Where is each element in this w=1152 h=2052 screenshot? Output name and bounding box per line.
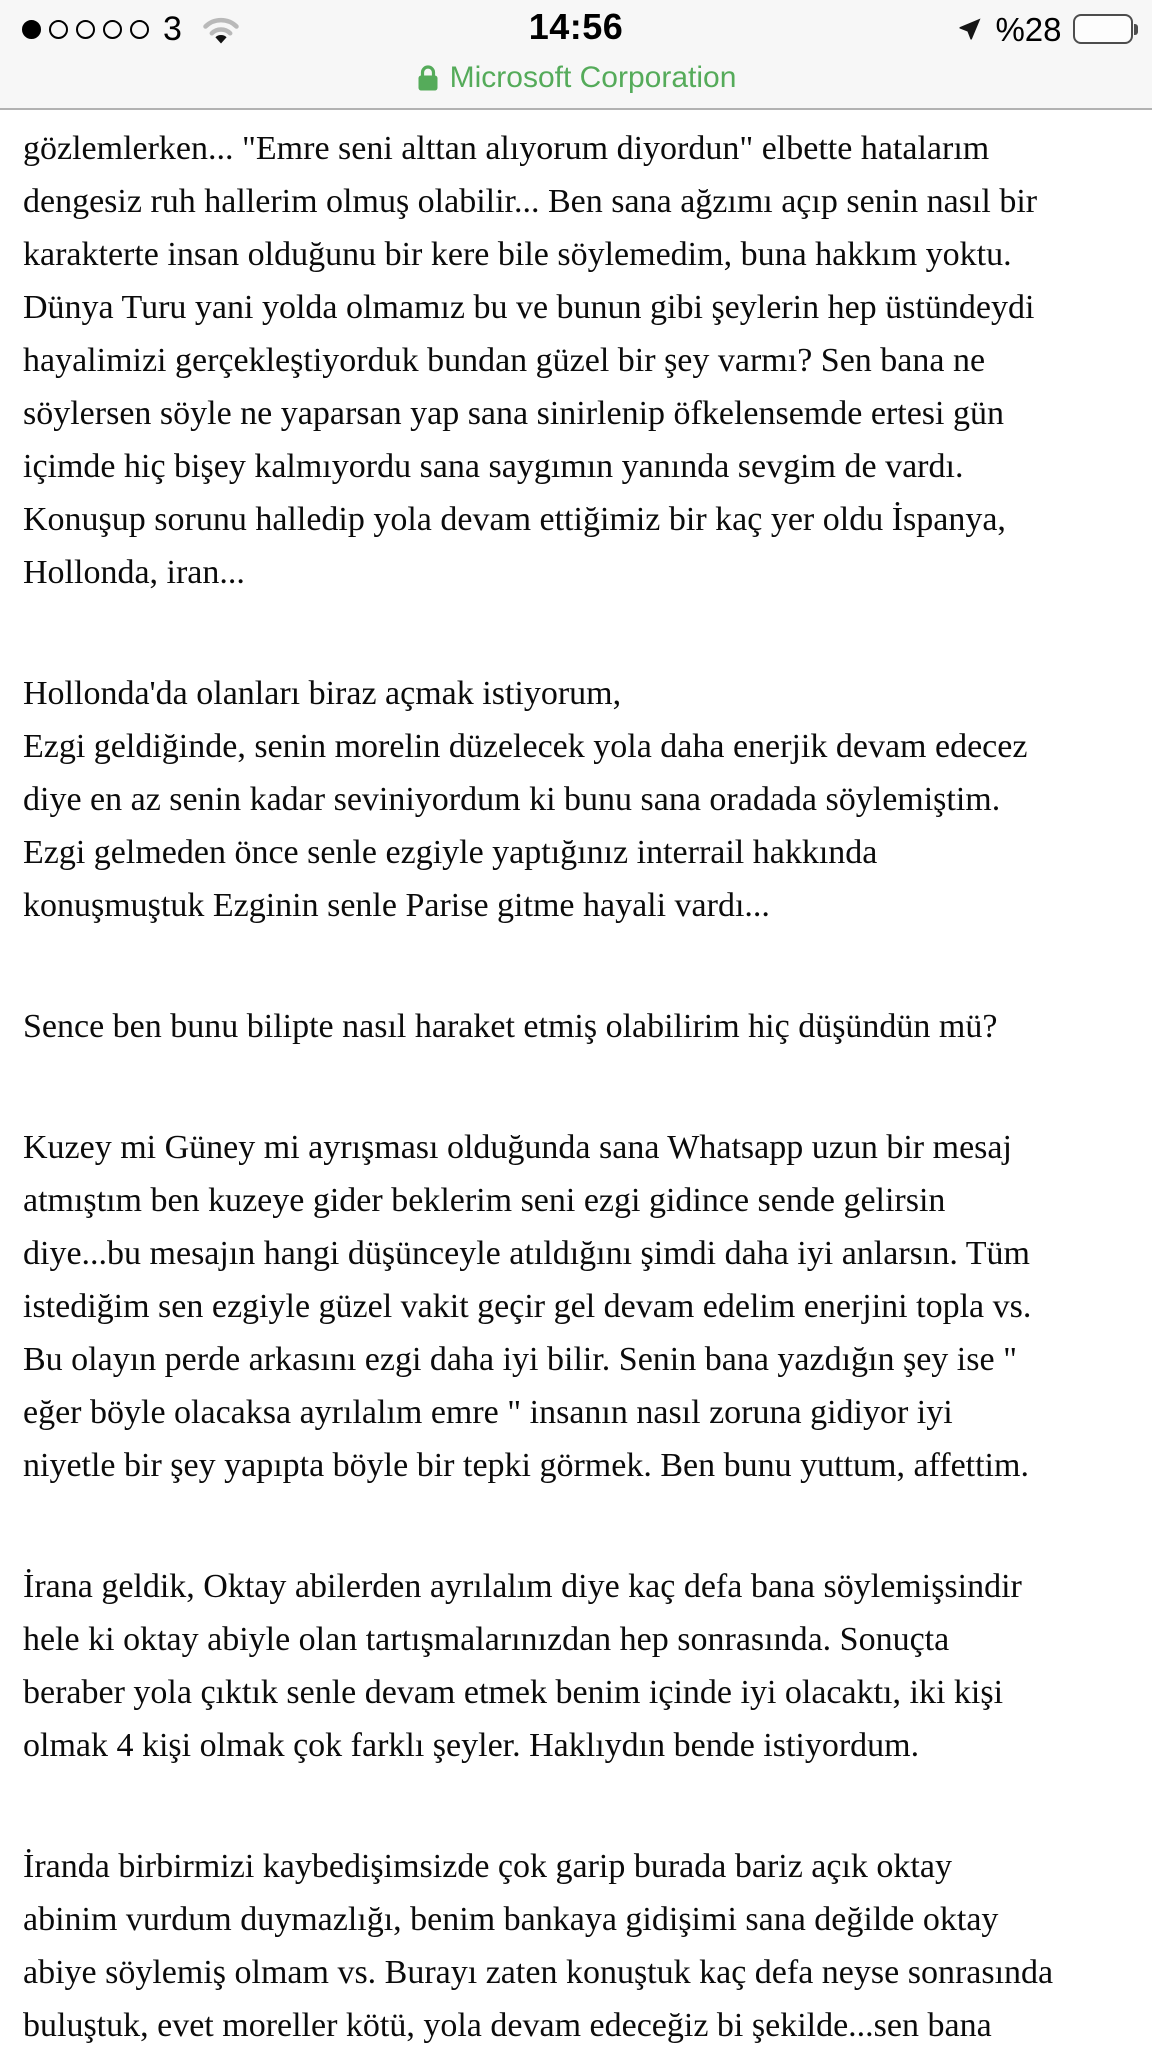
document-body	[0, 110, 1152, 2052]
battery-icon	[1073, 14, 1139, 44]
text-line: niyetle bir şey yapıpta böyle bir tepki görmek. Ben bunu yuttum, affettim.	[23, 1447, 1029, 1484]
lock-icon	[416, 64, 440, 93]
paragraph	[23, 667, 1130, 932]
clock: 14:56	[528, 6, 624, 47]
status-bar	[0, 0, 1152, 50]
url-bar[interactable]	[0, 50, 1152, 106]
text-line: buluştuk, evet moreller kötü, yola devam edeceğiz bi şekilde...sen bana	[23, 2007, 992, 2044]
text-line: Kuzey mi Güney mi ayrışması olduğunda sana Whatsapp uzun bir mesaj	[23, 1129, 1012, 1166]
paragraph	[23, 1000, 1130, 1053]
text-line: diye...bu mesajın hangi düşünceyle atıldığını şimdi daha iyi anlarsın. Tüm	[23, 1235, 1030, 1272]
text-line: Sence ben bunu bilipte nasıl haraket etmiş olabilirim hiç düşündün mü?	[23, 1008, 998, 1045]
text-line: Ezgi geldiğinde, senin morelin düzelecek yola daha enerjik devam edecez	[23, 728, 1028, 765]
wifi-icon	[201, 14, 241, 45]
text-line: Ezgi gelmeden önce senle ezgiyle yaptığınız interrail hakkında	[23, 834, 878, 871]
text-line: atmıştım ben kuzeye gider beklerim seni ezgi gidince sende gelirsin	[23, 1182, 946, 1219]
text-line: Konuşup sorunu halledip yola devam ettiğimiz bir kaç yer oldu İspanya,	[23, 501, 1006, 538]
text-line: diye en az senin kadar seviniyordum ki bunu sana oradada söylemiştim.	[23, 781, 1001, 818]
location-arrow-icon	[956, 15, 984, 43]
text-line: abinim vurdum duymazlığı, benim bankaya gidişimi sana değilde oktay	[23, 1901, 999, 1938]
text-line: söylersen söyle ne yaparsan yap sana sinirlenip öfkelensemde ertesi gün	[23, 395, 1004, 432]
signal-dot	[130, 20, 149, 39]
text-line: eğer böyle olacaksa ayrılalım emre " insanın nasıl zoruna gidiyor iyi	[23, 1394, 953, 1431]
paragraph	[23, 1840, 1130, 2052]
paragraph	[23, 122, 1130, 599]
text-line: konuşmuştuk Ezginin senle Parise gitme hayali vardı...	[23, 887, 770, 924]
text-line: istediğim sen ezgiyle güzel vakit geçir gel devam edelim enerjini topla vs.	[23, 1288, 1032, 1325]
text-line: beraber yola çıktık senle devam etmek benim içinde iyi olacaktı, iki kişi	[23, 1674, 1004, 1711]
text-line: Hollonda, iran...	[23, 554, 245, 591]
text-line: abiye söylemiş olmam vs. Burayı zaten konuştuk kaç defa neyse sonrasında	[23, 1954, 1054, 1991]
safari-header	[0, 0, 1152, 110]
paragraph	[23, 1121, 1130, 1492]
text-line: hayalimizi gerçekleştiyorduk bundan güzel bir şey varmı? Sen bana ne	[23, 342, 986, 379]
text-line: içimde hiç bişey kalmıyordu sana saygımın yanında sevgim de vardı.	[23, 448, 964, 485]
text-line: gözlemlerken... "Emre seni alttan alıyorum diyordun" elbette hatalarım	[23, 130, 990, 167]
text-line: Bu olayın perde arkasını ezgi daha iyi bilir. Senin bana yazdığın şey ise "	[23, 1341, 1017, 1378]
signal-dot	[103, 20, 122, 39]
signal-dot	[22, 20, 41, 39]
site-name: Microsoft Corporation	[449, 61, 737, 94]
signal-dots-icon	[22, 20, 149, 39]
text-line: dengesiz ruh hallerim olmuş olabilir... Ben sana ağzımı açıp senin nasıl bir	[23, 183, 1038, 220]
text-line: İrana geldik, Oktay abilerden ayrılalım diye kaç defa bana söylemişsindir	[23, 1568, 1022, 1605]
text-line: hele ki oktay abiyle olan tartışmalarınızdan hep sonrasında. Sonuçta	[23, 1621, 950, 1658]
text-line: olmak 4 kişi olmak çok farklı şeyler. Haklıydın bende istiyordum.	[23, 1727, 920, 1764]
carrier-label: 3	[163, 10, 182, 48]
signal-dot	[49, 20, 68, 39]
paragraph	[23, 1560, 1130, 1772]
battery-percent-label: %28	[995, 10, 1062, 48]
text-line: İranda birbirmizi kaybedişimsizde çok garip burada bariz açık oktay	[23, 1848, 952, 1885]
text-line: karakterte insan olduğunu bir kere bile söylemedim, buna hakkım yoktu.	[23, 236, 1012, 273]
text-line: Dünya Turu yani yolda olmamız bu ve bunun gibi şeylerin hep üstündeydi	[23, 289, 1035, 326]
text-line: Hollonda'da olanları biraz açmak istiyorum,	[23, 675, 622, 712]
signal-dot	[76, 20, 95, 39]
